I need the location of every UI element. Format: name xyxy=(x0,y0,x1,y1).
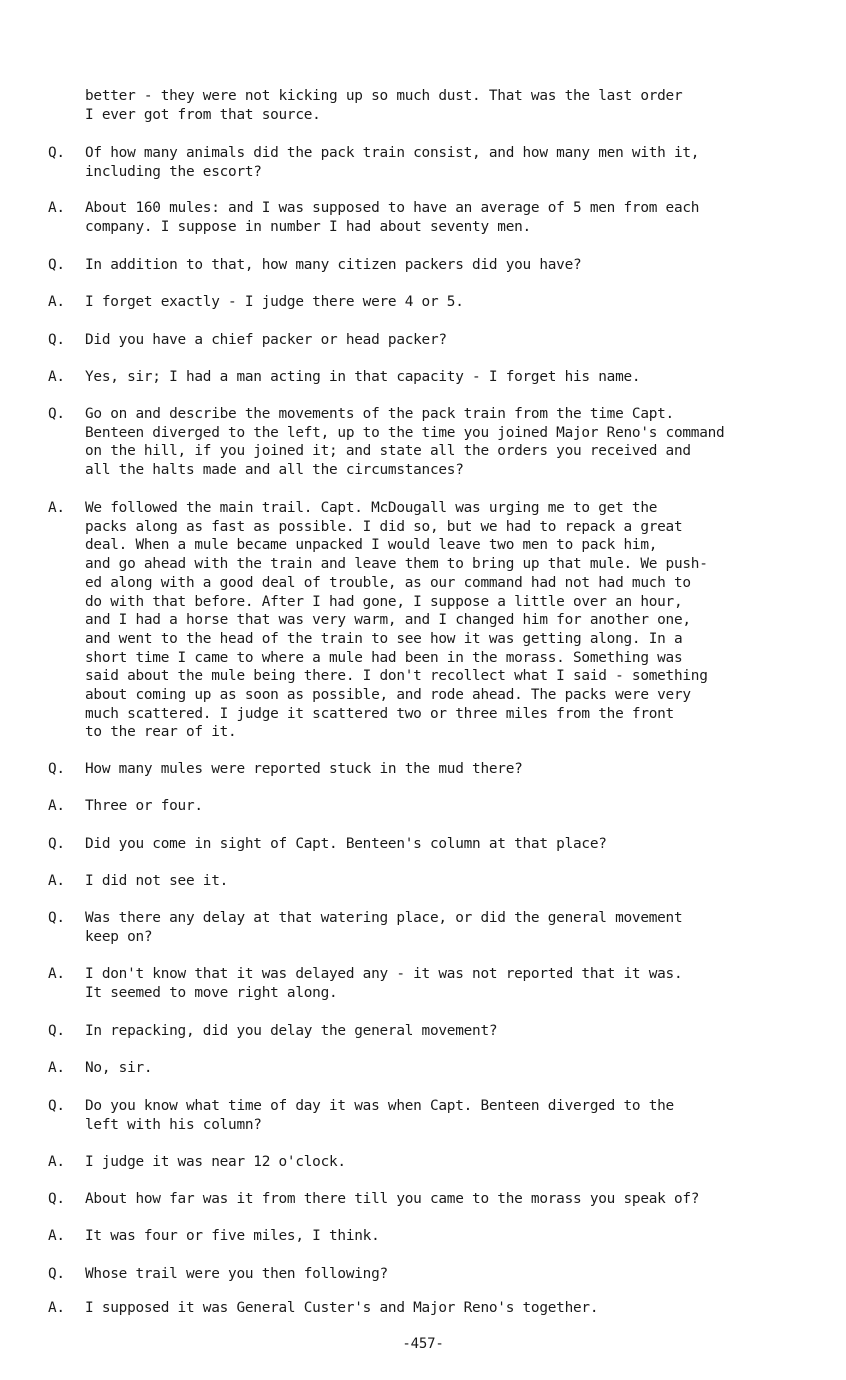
speaker-marker: A. xyxy=(48,1060,65,1076)
block-text xyxy=(85,499,708,742)
speaker-marker: A. xyxy=(48,873,65,889)
text-line: I judge it was near 12 o'clock. xyxy=(85,1154,346,1170)
text-line: No, sir. xyxy=(85,1060,153,1076)
block-text xyxy=(85,965,682,1002)
speaker-marker: A. xyxy=(48,369,65,385)
speaker-marker: Q. xyxy=(48,761,65,777)
text-line: Go on and describe the movements of the pack train from the time Capt. xyxy=(85,406,674,422)
text-line: and went to the head of the train to see how it was getting along. In a xyxy=(85,630,683,647)
block-text xyxy=(85,1227,380,1246)
speaker-marker: A. xyxy=(48,294,65,310)
text-line: do with that before. After I had gone, I suppose a little over an hour, xyxy=(85,593,683,610)
block-text xyxy=(85,405,724,480)
text-line: Whose trail were you then following? xyxy=(85,1266,388,1282)
speaker-marker: Q. xyxy=(48,257,65,273)
text-line: short time I came to where a mule had been in the morass. Something was xyxy=(85,649,683,666)
text-line: About 160 mules: and I was supposed to have an average of 5 men from each xyxy=(85,200,700,216)
speaker-marker: Q. xyxy=(48,406,65,422)
block-text xyxy=(85,1022,497,1041)
page-number: -457- xyxy=(402,1336,444,1352)
speaker-marker: Q. xyxy=(48,1023,65,1039)
speaker-marker: A. xyxy=(48,500,65,516)
text-line: to the rear of it. xyxy=(85,724,237,741)
text-line: I supposed it was General Custer's and Major Reno's together. xyxy=(85,1300,599,1316)
speaker-marker: A. xyxy=(48,798,65,814)
speaker-marker: Q. xyxy=(48,1266,65,1282)
text-line: keep on? xyxy=(85,928,153,945)
text-line: In addition to that, how many citizen packers did you have? xyxy=(85,257,582,273)
speaker-marker: A. xyxy=(48,1154,65,1170)
text-line: about coming up as soon as possible, and rode ahead. The packs were very xyxy=(85,687,691,704)
text-line: Did you come in sight of Capt. Benteen's column at that place? xyxy=(85,836,607,852)
speaker-marker: A. xyxy=(48,200,65,216)
text-line: Was there any delay at that watering place, or did the general movement xyxy=(85,910,683,926)
text-line: ed along with a good deal of trouble, as our command had not had much to xyxy=(85,574,691,591)
text-line: left with his column? xyxy=(85,1116,262,1133)
text-line: deal. When a mule became unpacked I would leave two men to pack him, xyxy=(85,537,658,554)
block-text xyxy=(85,368,640,387)
block-text xyxy=(85,909,682,946)
speaker-marker: A. xyxy=(48,1228,65,1244)
block-text xyxy=(85,87,682,124)
text-line: all the halts made and all the circumstances? xyxy=(85,462,464,479)
block-text xyxy=(85,256,581,275)
block-text xyxy=(85,835,607,854)
text-line: It was four or five miles, I think. xyxy=(85,1228,380,1244)
speaker-marker: Q. xyxy=(48,836,65,852)
text-line: much scattered. I judge it scattered two or three miles from the front xyxy=(85,705,674,722)
text-line: said about the mule being there. I don't recollect what I said - something xyxy=(85,668,708,685)
speaker-marker: A. xyxy=(48,1300,65,1316)
text-line: better - they were not kicking up so much dust. That was the last order xyxy=(85,88,683,104)
block-text xyxy=(85,293,464,312)
block-text xyxy=(85,1299,598,1318)
text-line: In repacking, did you delay the general movement? xyxy=(85,1023,498,1039)
text-line: Of how many animals did the pack train consist, and how many men with it, xyxy=(85,145,700,161)
speaker-marker: Q. xyxy=(48,1191,65,1207)
text-line: packs along as fast as possible. I did so, but we had to repack a great xyxy=(85,518,683,535)
block-text xyxy=(85,1265,388,1284)
text-line: How many mules were reported stuck in the mud there? xyxy=(85,761,523,777)
speaker-marker: Q. xyxy=(48,332,65,348)
block-text xyxy=(85,1097,674,1134)
block-text xyxy=(85,797,203,816)
text-line: Do you know what time of day it was when Capt. Benteen diverged to the xyxy=(85,1098,674,1114)
block-text xyxy=(85,1059,152,1078)
block-text xyxy=(85,760,523,779)
text-line: Benteen diverged to the left, up to the time you joined Major Reno's command xyxy=(85,424,725,441)
text-line: and go ahead with the train and leave them to bring up that mule. We push- xyxy=(85,556,708,573)
block-text xyxy=(85,199,699,236)
speaker-marker: Q. xyxy=(48,145,65,161)
text-line: I don't know that it was delayed any - it was not reported that it was. xyxy=(85,966,683,982)
speaker-marker: Q. xyxy=(48,910,65,926)
block-text xyxy=(85,331,447,350)
text-line: About how far was it from there till you came to the morass you speak of? xyxy=(85,1191,700,1207)
block-text xyxy=(85,872,228,891)
text-line: I did not see it. xyxy=(85,873,229,889)
text-line: Three or four. xyxy=(85,798,203,814)
block-text xyxy=(85,1153,346,1172)
text-line: Yes, sir; I had a man acting in that capacity - I forget his name. xyxy=(85,369,641,385)
block-text xyxy=(85,144,699,181)
text-line: We followed the main trail. Capt. McDougall was urging me to get the xyxy=(85,500,658,516)
block-text xyxy=(85,1190,699,1209)
text-line: I forget exactly - I judge there were 4 or 5. xyxy=(85,294,464,310)
text-line: company. I suppose in number I had about seventy men. xyxy=(85,218,531,235)
text-line: and I had a horse that was very warm, and I changed him for another one, xyxy=(85,612,691,629)
text-line: It seemed to move right along. xyxy=(85,984,338,1001)
text-line: including the escort? xyxy=(85,163,262,180)
text-line: I ever got from that source. xyxy=(85,106,321,123)
speaker-marker: A. xyxy=(48,966,65,982)
speaker-marker: Q. xyxy=(48,1098,65,1114)
text-line: on the hill, if you joined it; and state all the orders you received and xyxy=(85,443,691,460)
text-line: Did you have a chief packer or head packer? xyxy=(85,332,447,348)
